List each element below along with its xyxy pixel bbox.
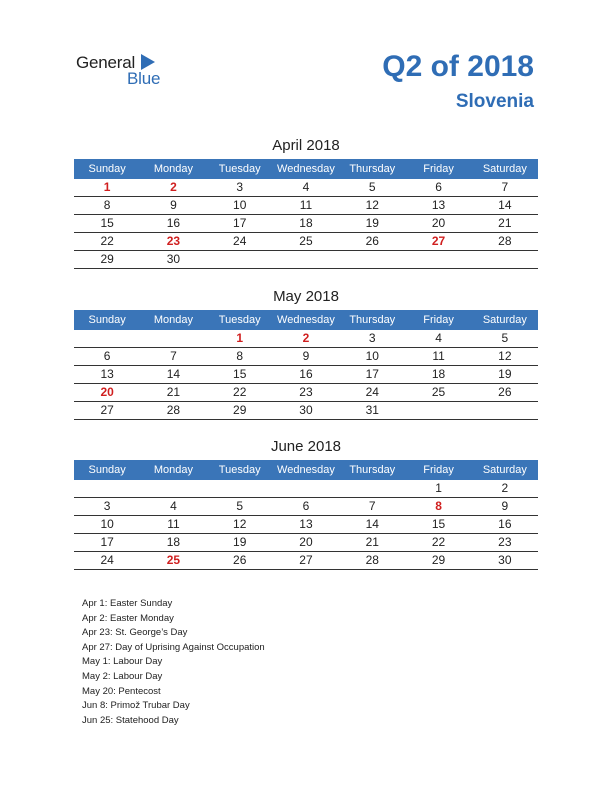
weekday-label: Friday — [423, 163, 454, 175]
day-cell: 18 — [299, 216, 313, 230]
day-cell: 2 — [501, 481, 509, 495]
week-row — [74, 534, 538, 552]
day-cell: 14 — [166, 367, 181, 381]
day-cell: 3 — [103, 499, 111, 513]
day-cell: 28 — [498, 234, 512, 248]
day-cell: 29 — [233, 403, 247, 417]
day-cell: 6 — [103, 349, 111, 363]
weekday-label: Tuesday — [218, 464, 261, 476]
day-cell: 9 — [170, 198, 177, 212]
day-cell: 30 — [166, 252, 181, 266]
day-cell: 12 — [233, 517, 247, 531]
day-cell: 22 — [233, 385, 247, 399]
day-cell — [405, 402, 471, 419]
day-cell: 7 — [170, 349, 177, 363]
day-cell: 30 — [299, 403, 313, 417]
day-cell: 24 — [233, 234, 247, 248]
month-may — [74, 286, 538, 420]
day-cell: 16 — [498, 517, 512, 531]
day-cell: 19 — [498, 367, 512, 381]
day-cell: 16 — [166, 216, 181, 230]
month-title: May 2018 — [273, 288, 339, 305]
day-cell: 20 — [431, 216, 446, 230]
holiday-note: Jun 25: Statehood Day — [82, 714, 179, 726]
weekday-label: Friday — [423, 314, 454, 326]
day-cell — [207, 251, 273, 268]
day-cell: 13 — [299, 517, 313, 531]
holiday-note: Apr 23: St. George’s Day — [82, 627, 188, 639]
day-cell: 27 — [431, 234, 446, 248]
day-cell: 22 — [100, 234, 114, 248]
day-cell: 6 — [302, 499, 310, 513]
day-cell: 12 — [365, 198, 379, 212]
weekday-label: Monday — [153, 163, 193, 175]
day-cell: 26 — [498, 385, 512, 399]
day-cell: 23 — [166, 234, 181, 248]
day-cell: 7 — [501, 180, 509, 194]
day-cell — [339, 251, 405, 268]
week-row — [74, 366, 538, 384]
day-cell: 7 — [368, 499, 376, 513]
day-cell: 2 — [170, 180, 177, 194]
country-name: Slovenia — [455, 91, 534, 112]
day-cell: 21 — [166, 385, 181, 399]
day-cell: 16 — [299, 367, 313, 381]
holiday-note: May 20: Pentecost — [82, 685, 161, 697]
week-row — [74, 384, 538, 402]
weekday-header — [74, 159, 538, 179]
day-cell: 26 — [233, 553, 247, 567]
day-cell: 18 — [166, 535, 181, 549]
day-cell: 25 — [299, 234, 313, 248]
day-cell: 14 — [498, 198, 512, 212]
day-cell: 5 — [501, 331, 509, 345]
holiday-note: Apr 2: Easter Monday — [82, 612, 174, 624]
day-cell: 20 — [299, 535, 313, 549]
holiday-note: Apr 1: Easter Sunday — [82, 598, 173, 609]
day-cell: 11 — [432, 349, 445, 363]
day-cell: 6 — [435, 180, 442, 194]
day-cell — [207, 480, 273, 497]
day-cell: 19 — [365, 216, 379, 230]
day-cell: 8 — [103, 198, 111, 212]
day-cell — [140, 480, 206, 497]
day-cell: 10 — [365, 349, 379, 363]
day-cell: 10 — [233, 198, 247, 212]
day-cell: 15 — [431, 517, 446, 531]
day-cell: 12 — [498, 349, 512, 363]
weekday-label: Tuesday — [218, 163, 261, 175]
day-cell: 22 — [431, 535, 446, 549]
weekday-header — [74, 310, 538, 330]
day-cell: 9 — [501, 499, 509, 513]
day-cell: 5 — [368, 180, 376, 194]
day-cell: 24 — [100, 553, 114, 567]
day-cell: 26 — [365, 234, 379, 248]
day-cell: 8 — [435, 499, 442, 513]
day-cell: 20 — [100, 385, 114, 399]
day-cell: 17 — [233, 216, 247, 230]
day-cell — [273, 251, 339, 268]
month-title: April 2018 — [272, 137, 340, 154]
weekday-label: Wednesday — [277, 314, 335, 326]
page-title: Q2 of 2018 — [382, 50, 534, 83]
holiday-notes — [82, 597, 265, 728]
day-cell: 25 — [166, 553, 181, 567]
weekday-label: Tuesday — [218, 314, 261, 326]
day-cell: 14 — [365, 517, 379, 531]
day-cell: 2 — [302, 331, 310, 345]
month-title: June 2018 — [270, 438, 342, 455]
day-cell: 21 — [498, 216, 512, 230]
weekday-label: Thursday — [349, 314, 396, 326]
day-cell: 21 — [365, 535, 379, 549]
day-cell: 27 — [299, 553, 313, 567]
weekday-label: Monday — [153, 314, 193, 326]
day-cell: 17 — [365, 367, 379, 381]
day-cell: 25 — [431, 385, 446, 399]
week-row — [74, 552, 538, 570]
weekday-header — [74, 460, 538, 480]
week-row — [74, 233, 538, 251]
day-cell: 23 — [299, 385, 313, 399]
day-cell: 9 — [302, 349, 310, 363]
day-cell: 13 — [100, 367, 114, 381]
weekday-label: Wednesday — [277, 464, 335, 476]
day-cell — [74, 330, 140, 347]
logo-general-text: General — [76, 53, 136, 72]
day-cell — [472, 402, 538, 419]
day-cell: 24 — [365, 385, 379, 399]
day-cell: 13 — [431, 198, 446, 212]
day-cell: 27 — [100, 403, 114, 417]
day-cell — [140, 330, 206, 347]
week-row — [74, 348, 538, 366]
day-cell: 28 — [166, 403, 181, 417]
day-cell: 1 — [435, 481, 442, 495]
weekday-label: Sunday — [88, 464, 126, 476]
day-cell: 11 — [167, 517, 180, 531]
week-row — [74, 215, 538, 233]
week-row — [74, 516, 538, 534]
weekday-label: Thursday — [349, 163, 396, 175]
day-cell: 28 — [365, 553, 379, 567]
holiday-note: May 1: Labour Day — [82, 656, 163, 668]
week-row — [74, 179, 538, 197]
day-cell: 11 — [299, 198, 313, 212]
week-row — [74, 480, 538, 498]
weekday-label: Sunday — [88, 163, 126, 175]
day-cell: 18 — [431, 367, 446, 381]
holiday-note: Jun 8: Primož Trubar Day — [82, 700, 190, 712]
weekday-label: Saturday — [482, 163, 527, 175]
day-cell: 23 — [498, 535, 512, 549]
weekday-label: Wednesday — [277, 163, 335, 175]
day-cell: 30 — [498, 553, 512, 567]
logo-flag-icon — [141, 54, 155, 70]
day-cell: 15 — [100, 216, 114, 230]
day-cell: 8 — [236, 349, 244, 363]
logo-blue-text: Blue — [127, 69, 161, 88]
day-cell — [405, 251, 471, 268]
week-row — [74, 498, 538, 516]
day-cell: 3 — [368, 331, 376, 345]
week-row — [74, 330, 538, 348]
logo — [76, 52, 176, 88]
weekday-label: Monday — [153, 464, 193, 476]
day-cell: 19 — [233, 535, 247, 549]
day-cell: 29 — [431, 553, 446, 567]
weekday-label: Saturday — [482, 314, 527, 326]
week-row — [74, 251, 538, 269]
day-cell: 31 — [365, 403, 379, 417]
day-cell — [472, 251, 538, 268]
day-cell: 10 — [100, 517, 114, 531]
day-cell: 4 — [302, 180, 310, 194]
day-cell — [339, 480, 405, 497]
weekday-label: Saturday — [482, 464, 527, 476]
day-cell: 4 — [170, 499, 177, 513]
month-june — [74, 436, 538, 570]
day-cell: 4 — [435, 331, 442, 345]
day-cell: 15 — [233, 367, 247, 381]
weekday-label: Thursday — [349, 464, 396, 476]
holiday-note: May 2: Labour Day — [82, 670, 163, 682]
day-cell: 3 — [236, 180, 244, 194]
day-cell: 5 — [236, 499, 244, 513]
weekday-label: Friday — [423, 464, 454, 476]
day-cell: 1 — [236, 331, 244, 345]
week-row — [74, 402, 538, 420]
week-row — [74, 197, 538, 215]
day-cell — [273, 480, 339, 497]
day-cell: 17 — [100, 535, 114, 549]
month-april — [74, 135, 538, 269]
day-cell: 29 — [100, 252, 114, 266]
day-cell — [74, 480, 140, 497]
holiday-note: Apr 27: Day of Uprising Against Occupation — [82, 641, 265, 653]
weekday-label: Sunday — [88, 314, 126, 326]
day-cell: 1 — [103, 180, 111, 194]
